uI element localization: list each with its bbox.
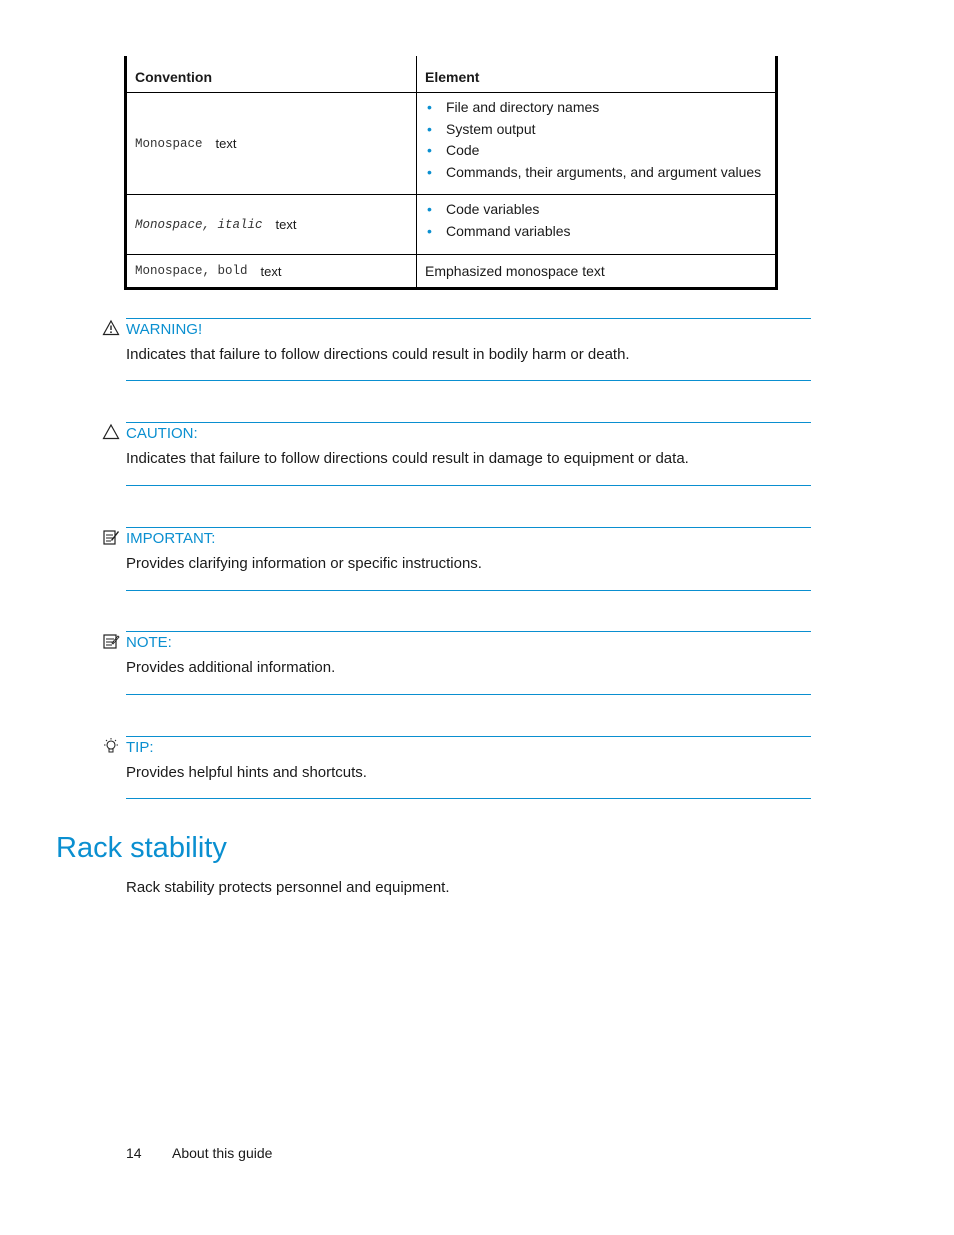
table-row [127,194,775,254]
notice-label: WARNING! [126,321,203,338]
notice-label: NOTE: [126,634,172,651]
warning-icon [102,319,120,337]
tip-icon [102,737,120,755]
important-notice [126,527,811,572]
notice-label: CAUTION: [126,425,198,442]
notice-text: Provides helpful hints and shortcuts. [126,764,367,781]
caution-notice [126,422,811,467]
convention-cell [127,93,417,194]
convention-cell [127,255,417,287]
convention-text: text [275,217,297,232]
convention-text: text [260,263,282,279]
convention-mono: Monospace, italic [135,217,263,232]
header-element: Element [425,69,480,85]
conventions-table [124,56,778,290]
list-item: • Code [425,140,775,162]
list-item: • Commands, their arguments, and argument values [425,162,775,184]
header-convention: Convention [127,56,417,92]
element-cell: Emphasized monospace text [425,263,605,279]
element-cell [417,195,775,254]
warning-notice [126,318,811,363]
note-icon [102,632,120,650]
list-item: • File and directory names [425,97,775,119]
convention-mono: Monospace, bold [135,264,248,278]
notice-label: IMPORTANT: [126,530,216,547]
notice-text: Provides clarifying information or specific instructions. [126,555,482,572]
section-body: Rack stability protects personnel and equipment. [126,879,450,896]
notice-text: Provides additional information. [126,659,336,676]
caution-icon [102,423,120,441]
important-icon [102,528,120,546]
convention-text: text [215,136,237,151]
note-notice [126,631,811,676]
convention-cell [127,195,417,254]
list-item: • System output [425,119,775,141]
notice-text: Indicates that failure to follow directions could result in bodily harm or death. [126,346,630,363]
table-row [127,92,775,194]
footer-section-title: About this guide [172,1145,273,1161]
tip-notice [126,736,811,781]
element-cell [417,93,775,194]
table-header-row [127,56,775,92]
page-number: 14 [126,1145,142,1161]
convention-mono: Monospace [135,136,203,151]
section-heading: Rack stability [56,832,227,864]
list-item: • Command variables [425,221,775,243]
notice-label: TIP: [126,739,154,756]
notice-text: Indicates that failure to follow directions could result in damage to equipment or data. [126,450,689,467]
list-item: • Code variables [425,199,775,221]
table-row [127,254,775,287]
